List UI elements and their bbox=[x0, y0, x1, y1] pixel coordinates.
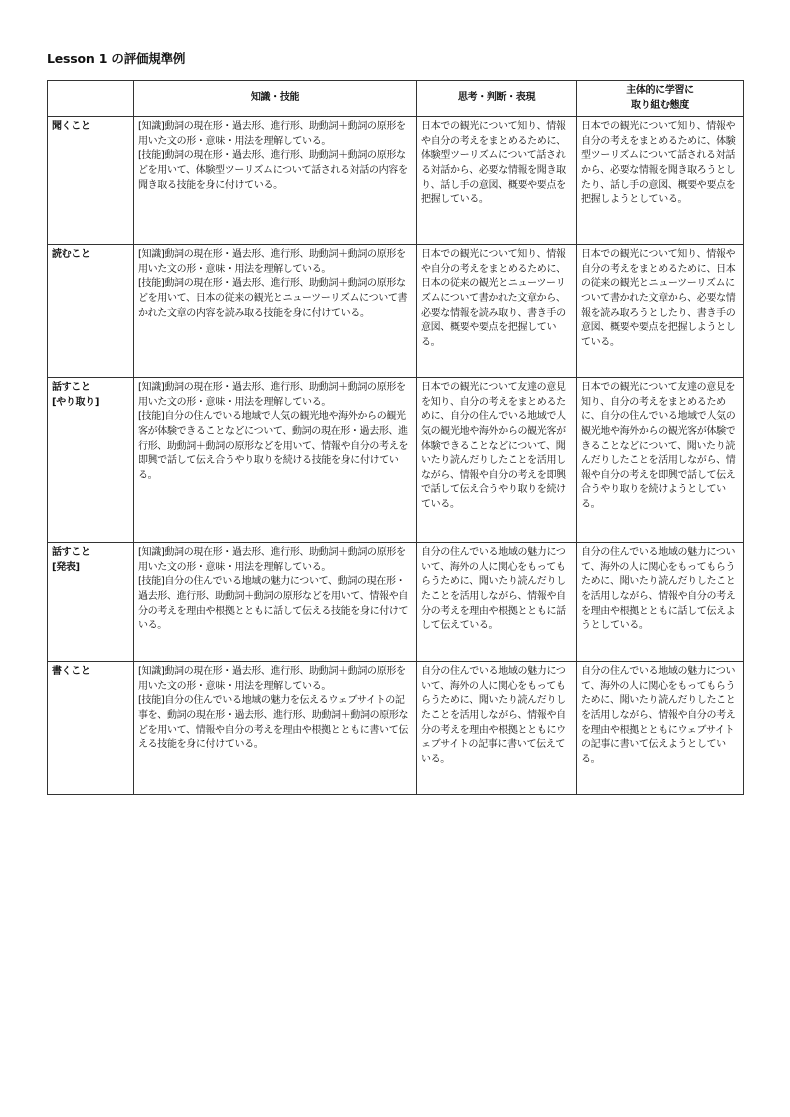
skill-label: 書くこと bbox=[48, 662, 134, 795]
header-knowledge-skills: 知識・技能 bbox=[134, 81, 417, 117]
attitude-cell: 日本での観光について知り、情報や自分の考えをまとめるために、日本の従来の観光とニューツーリズムについて書かれた文章から、必要な情報を読み取ろうとしたり、書き手の意図、概要や要点を把握しようとしている。 bbox=[577, 245, 744, 378]
skill-label: 読むこと bbox=[48, 245, 134, 378]
knowledge-skills-cell bbox=[134, 662, 417, 795]
skill-text: [技能]自分の住んでいる地域で人気の観光地や海外からの観光客が体験できることなどについて、動詞の現在形・過去形、進行形、助動詞＋動詞の原形などを用いて、情報や自分の考えを即興で話して伝え合うやり取りを続ける技能を身に付けている。 bbox=[138, 411, 408, 481]
thinking-cell: 日本での観光について知り、情報や自分の考えをまとめるために、日本の従来の観光とニューツーリズムについて書かれた文章から、必要な情報を読み取り、書き手の意図、概要や要点を把握している。 bbox=[417, 245, 577, 378]
skill-text: [技能]動詞の現在形・過去形、進行形、助動詞＋動詞の原形などを用いて、日本の従来の観光とニューツーリズムについて書かれた文章の内容を読み取る技能を身に付けている。 bbox=[138, 278, 408, 319]
header-thinking-judgment-expression: 思考・判断・表現 bbox=[417, 81, 577, 117]
skill-label: 話すこと [やり取り] bbox=[48, 378, 134, 543]
evaluation-criteria-table bbox=[47, 80, 744, 795]
skill-text: [技能]動詞の現在形・過去形、進行形、助動詞＋動詞の原形などを用いて、体験型ツーリズムについて話される対話の内容を聞き取る技能を身に付けている。 bbox=[138, 150, 408, 191]
knowledge-text: [知識]動詞の現在形・過去形、進行形、助動詞＋動詞の原形を用いた文の形・意味・用法を理解している。 bbox=[138, 547, 406, 573]
knowledge-skills-cell bbox=[134, 543, 417, 662]
skill-label: 聞くこと bbox=[48, 117, 134, 245]
knowledge-skills-cell bbox=[134, 117, 417, 245]
skill-text: [技能]自分の住んでいる地域の魅力を伝えるウェブサイトの記事を、動詞の現在形・過去形、進行形、助動詞＋動詞の原形などを用いて、情報や自分の考えを理由や根拠とともに書いて伝える技能を身に付けている。 bbox=[138, 695, 409, 751]
skill-text: [技能]自分の住んでいる地域の魅力について、動詞の現在形・過去形、進行形、助動詞＋動詞の原形などを用いて、情報や自分の考えを理由や根拠とともに話して伝える技能を身に付けている。 bbox=[138, 576, 409, 632]
attitude-cell: 日本での観光について知り、情報や自分の考えをまとめるために、体験型ツーリズムについて話される対話から、必要な情報を聞き取ろうとしたり、話し手の意図、概要や要点を把握しようとしている。 bbox=[577, 117, 744, 245]
table-row bbox=[48, 117, 744, 245]
header-attitude: 主体的に学習に 取り組む態度 bbox=[577, 81, 744, 117]
attitude-cell: 日本での観光について友達の意見を知り、自分の考えをまとめるために、自分の住んでいる地域で人気の観光地や海外からの観光客が体験できることなどについて、聞いたり読んだりしたことを活用しながら、情報や自分の考えを即興で話して伝え合うやり取りを続けようとしている。 bbox=[577, 378, 744, 543]
knowledge-text: [知識]動詞の現在形・過去形、進行形、助動詞＋動詞の原形を用いた文の形・意味・用法を理解している。 bbox=[138, 382, 406, 408]
knowledge-text: [知識]動詞の現在形・過去形、進行形、助動詞＋動詞の原形を用いた文の形・意味・用法を理解している。 bbox=[138, 666, 406, 692]
table-row bbox=[48, 662, 744, 795]
thinking-cell: 自分の住んでいる地域の魅力について、海外の人に関心をもってもらうために、聞いたり読んだりしたことを活用しながら、情報や自分の考えを理由や根拠とともに話して伝えている。 bbox=[417, 543, 577, 662]
knowledge-skills-cell bbox=[134, 245, 417, 378]
table-row bbox=[48, 543, 744, 662]
page-title: Lesson 1 の評価規準例 bbox=[47, 51, 186, 66]
thinking-cell: 自分の住んでいる地域の魅力について、海外の人に関心をもってもらうために、聞いたり読んだりしたことを活用しながら、情報や自分の考えを理由や根拠とともにウェブサイトの記事に書いて伝えている。 bbox=[417, 662, 577, 795]
table-header-row bbox=[48, 81, 744, 117]
skill-label: 話すこと [発表] bbox=[48, 543, 134, 662]
knowledge-text: [知識]動詞の現在形・過去形、進行形、助動詞＋動詞の原形を用いた文の形・意味・用法を理解している。 bbox=[138, 121, 406, 147]
knowledge-skills-cell bbox=[134, 378, 417, 543]
knowledge-text: [知識]動詞の現在形・過去形、進行形、助動詞＋動詞の原形を用いた文の形・意味・用法を理解している。 bbox=[138, 249, 406, 275]
table-row bbox=[48, 378, 744, 543]
attitude-cell: 自分の住んでいる地域の魅力について、海外の人に関心をもってもらうために、聞いたり読んだりしたことを活用しながら、情報や自分の考えを理由や根拠とともに話して伝えようとしている。 bbox=[577, 543, 744, 662]
thinking-cell: 日本での観光について知り、情報や自分の考えをまとめるために、体験型ツーリズムについて話される対話から、必要な情報を聞き取り、話し手の意図、概要や要点を把握している。 bbox=[417, 117, 577, 245]
header-skill bbox=[48, 81, 134, 117]
attitude-cell: 自分の住んでいる地域の魅力について、海外の人に関心をもってもらうために、聞いたり読んだりしたことを活用しながら、情報や自分の考えを理由や根拠とともにウェブサイトの記事に書いて伝えようとしている。 bbox=[577, 662, 744, 795]
table-row bbox=[48, 245, 744, 378]
thinking-cell: 日本での観光について友達の意見を知り、自分の考えをまとめるために、自分の住んでいる地域で人気の観光地や海外からの観光客が体験できることなどについて、聞いたり読んだりしたことを活用しながら、情報や自分の考えを即興で話して伝え合うやり取りを続けている。 bbox=[417, 378, 577, 543]
